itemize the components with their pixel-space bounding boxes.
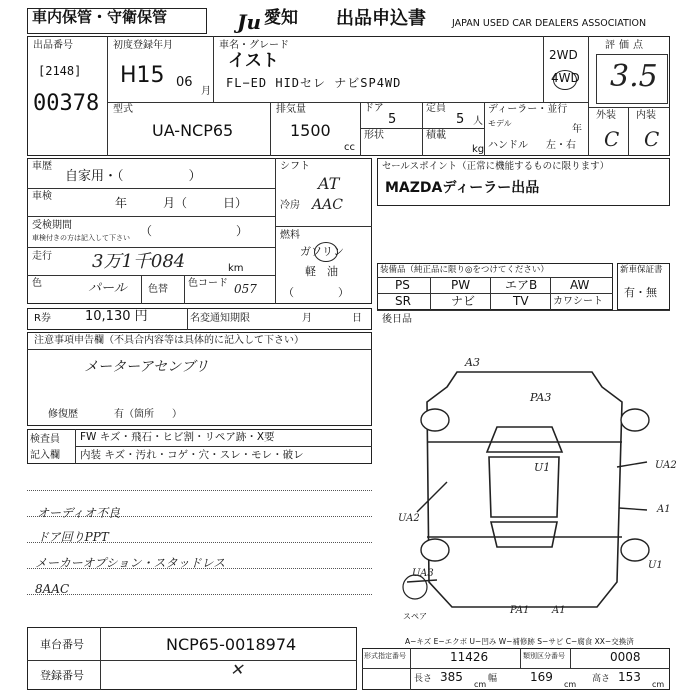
history-label: 車歴 <box>32 161 52 172</box>
handle-label: ハンドル <box>488 140 528 151</box>
height-value: 153 <box>618 670 641 684</box>
inspector-label-2: 記入欄 <box>30 450 60 461</box>
diagram-windshield <box>487 427 562 452</box>
car-damage-diagram <box>377 332 670 632</box>
displacement-unit: cc <box>344 142 355 153</box>
association-name: JAPAN USED CAR DEALERS ASSOCIATION <box>452 18 647 29</box>
equip-pw: PW <box>451 278 471 292</box>
seats-unit: 人 <box>473 116 483 127</box>
height-unit: cm <box>652 680 665 689</box>
registration-month-unit: 月 <box>201 86 211 97</box>
model-label: 型式 <box>113 104 133 115</box>
handle-options: 左・右 <box>546 140 576 151</box>
diagram-top-outline <box>427 372 622 607</box>
sales-point-value: MAZDAディーラー出品 <box>385 180 540 196</box>
registration-label: 初度登録年月 <box>113 40 173 51</box>
diagram-note-ua2-right: UA2 <box>655 460 677 471</box>
recycle-label: 受検期間 <box>32 220 72 231</box>
mileage-value: 3万1千084 <box>92 251 186 272</box>
expiry-day: 日 <box>352 313 362 324</box>
wheel-front-right <box>621 409 649 431</box>
ac-label: 冷房 <box>280 200 300 211</box>
recycle-paren: （ ） <box>140 224 249 238</box>
interior-grade: C <box>644 127 660 151</box>
equip-sr: SR <box>395 294 411 308</box>
interior-label: 内装 <box>636 110 656 121</box>
equip-leather: カワシート <box>553 296 603 307</box>
model-value: UA-NCP65 <box>152 121 234 140</box>
class-number-value: 0008 <box>610 650 641 664</box>
seats-value: 5 <box>456 112 465 127</box>
fw-line: FW キズ・飛石・ヒビ割・リペア跡・X要 <box>80 431 275 443</box>
diagram-note-ua2-left: UA2 <box>398 513 420 524</box>
ju-logo: Ju <box>237 10 262 34</box>
reg-label: 登録番号 <box>40 669 84 682</box>
remark-3: メーカーオプション・スタッドレス <box>35 556 226 570</box>
mileage-label: 走行 <box>32 251 52 262</box>
repair-close: ） <box>172 409 182 420</box>
repair-label: 修復歴 <box>48 409 78 420</box>
shift-value: AT <box>318 174 340 193</box>
capacity-label: 積載 <box>426 130 446 141</box>
chassis-label: 車台番号 <box>40 638 84 651</box>
diagram-note-u1-top: U1 <box>534 461 551 474</box>
wheel-rear-left <box>421 539 449 561</box>
sales-point-label: セールスポイント（正常に機能するものに限ります） <box>382 161 610 172</box>
capacity-unit: kg <box>472 144 485 155</box>
recycle-sub: 車検付きの方は記入して下さい <box>32 234 130 242</box>
drive-4wd: 4WD <box>551 71 580 85</box>
remark-2: ドア回りPPT <box>37 530 109 544</box>
history-value: 自家用・（ ） <box>65 169 202 184</box>
exterior-label: 外装 <box>596 110 616 121</box>
dealer-label: ディーラー・並行 <box>488 104 568 115</box>
spare-label: スペア <box>403 612 427 621</box>
type-number-value: 11426 <box>450 650 489 664</box>
lot-bracket: [2148] <box>38 64 82 78</box>
lot-label: 出品番号 <box>33 40 73 51</box>
notes-box <box>27 332 372 426</box>
displacement-value: 1500 <box>290 121 331 140</box>
width-value: 169 <box>530 670 553 684</box>
width-label: 幅 <box>488 674 498 684</box>
exterior-grade: C <box>604 127 620 151</box>
car-name: イスト <box>228 51 279 71</box>
wheel-rear-right <box>621 539 649 561</box>
interior-line: 内装 キズ・汚れ・コゲ・穴・スレ・モレ・破レ <box>80 449 304 461</box>
model-year-label: モデル <box>488 119 512 128</box>
ac-value: AAC <box>312 197 343 213</box>
notes-entry: メーターアセンブリ <box>84 359 209 375</box>
damage-legend: A−キズ E−エクボ U−凹み W−補修跡 S−サビ C−腐食 XX−交換済 <box>405 637 634 646</box>
length-label: 長さ <box>414 674 433 684</box>
doors-value: 5 <box>388 112 397 127</box>
equipment-label: 装備品（純正品に限り◎をつけてください） <box>380 265 549 275</box>
warranty-value: 有・無 <box>624 286 657 299</box>
doors-label: ドア <box>364 103 384 114</box>
logo-text: 愛知 <box>264 8 298 28</box>
remark-4: 8AAC <box>35 582 70 596</box>
fuel-gasoline: ガソリン <box>300 245 344 258</box>
color-code-label: 色コード <box>188 278 228 289</box>
remark-1: オーディオ不良 <box>37 506 121 520</box>
form-title: 出品申込書 <box>336 8 426 29</box>
diagram-note-pa3: PA3 <box>530 391 552 404</box>
model-year-unit: 年 <box>572 124 582 135</box>
equip-airbag: エアB <box>505 278 538 292</box>
color-label: 色 <box>32 278 42 289</box>
equip-tv: TV <box>513 294 529 308</box>
registration-month: 06 <box>176 75 193 90</box>
diagram-note-u1-right: U1 <box>648 560 663 571</box>
drive-2wd: 2WD <box>549 48 578 62</box>
shift-label: シフト <box>280 161 310 172</box>
fuel-label: 燃料 <box>280 230 300 241</box>
later-items-label: 後日品 <box>382 314 412 325</box>
reg-value: ✕ <box>230 660 244 679</box>
color-value: パール <box>88 281 127 296</box>
car-name-label: 車名・グレード <box>219 40 289 51</box>
inspector-label-1: 検査員 <box>30 434 60 445</box>
shape-label: 形状 <box>364 130 384 141</box>
grade-label: 評価点 <box>605 40 647 51</box>
registration-era-year: H15 <box>120 63 165 88</box>
height-label: 高さ <box>592 674 611 684</box>
fuel-paren: （ ） <box>283 286 349 299</box>
displacement-label: 排気量 <box>276 104 306 115</box>
warranty-label: 新車保証書 <box>620 265 663 275</box>
storage-label: 車内保管・守衛保管 <box>32 8 168 26</box>
diagram-note-a3: A3 <box>465 356 480 369</box>
wheel-front-left <box>421 409 449 431</box>
equip-navi: ナビ <box>451 294 476 308</box>
length-value: 385 <box>440 670 463 684</box>
fuel-diesel: 軽 油 <box>305 265 338 278</box>
grade-score: 3.5 <box>610 59 658 94</box>
equip-aw: AW <box>570 278 590 292</box>
repair-value: 有（箇所 <box>114 409 154 420</box>
chassis-value: NCP65-0018974 <box>166 635 297 654</box>
diagram-note-ua3: UA3 <box>412 568 434 579</box>
class-number-label: 類別区分番号 <box>523 652 565 660</box>
diagram-note-a1-bottom: A1 <box>552 605 566 616</box>
color-code-value: 057 <box>234 282 257 296</box>
equip-ps: PS <box>395 278 410 292</box>
expiry-month: 月 <box>302 313 312 324</box>
car-grade: FL−ED HIDセレ ナビSP4WD <box>226 76 402 90</box>
mileage-unit: km <box>228 263 244 274</box>
length-unit: cm <box>474 680 487 689</box>
tax-label: R券 <box>34 313 51 324</box>
inspection-value: 年 月（ 日） <box>115 196 248 210</box>
notes-label: 注意事項申告欄（不具合内容等は具体的に記入して下さい） <box>34 335 304 346</box>
inspection-label: 車検 <box>32 191 52 202</box>
expiry-label: 名変通知期限 <box>190 313 250 324</box>
width-unit: cm <box>564 680 577 689</box>
diagram-rear-glass <box>491 522 557 547</box>
lot-number: 00378 <box>33 91 100 116</box>
type-number-label: 形式指定番号 <box>364 652 406 660</box>
diagram-note-a1-right: A1 <box>657 504 671 515</box>
diagram-note-pa1: PA1 <box>510 605 530 616</box>
tax-value: 10,130 円 <box>85 309 148 324</box>
color-swap-label: 色替 <box>148 284 168 295</box>
seats-label: 定員 <box>426 103 446 114</box>
